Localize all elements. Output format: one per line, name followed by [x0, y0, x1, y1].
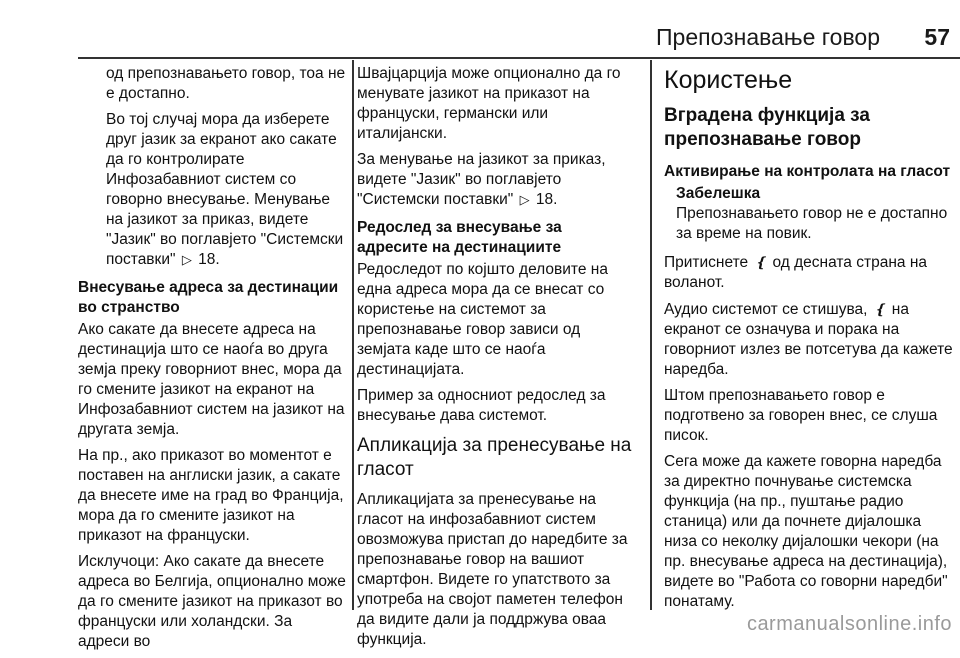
column-2 [357, 64, 633, 656]
note-text: Препознавањето говор не е достапно за време на повик. [676, 205, 948, 242]
paragraph: Апликацијата за пренесување на гласот на инфозабавниот систем овозможува пристап до наредбите за препознавање говор на вашиот смартфон. Видете го упатството за употреба на својот паметен телефон да видите дали ја поддржува оваа функција. [357, 491, 628, 648]
paragraph: На пр., ако приказот во моментот е поставен на англиски јазик, а сакате да внесете име на град во Франција, мора да го смените јазикот на приказот на француски. [78, 447, 344, 544]
column-divider-2 [650, 60, 652, 610]
section-heading: Редослед за внесување за адресите на дестинациите [357, 219, 562, 256]
paragraph-text: Притиснете [664, 254, 749, 271]
paragraph-text: на екранот се означува и порака на говорниот излез ве потсетува да кажете наредба. [664, 301, 953, 378]
paragraph-text: од десната страна на воланот. [664, 254, 927, 291]
page-number: 57 [924, 24, 950, 50]
column-3 [664, 58, 954, 618]
paragraph [664, 299, 954, 380]
subsection-heading: Активирање на контролата на гласот [664, 163, 951, 180]
paragraph: Ако сакате да внесете адреса на дестинација што се наоѓа во друга земја преку говорниот внес, мора да го смените јазикот на екранот на Инфозабавниот систем на јазикот на другата земја. [78, 321, 345, 438]
indented-block [78, 64, 346, 270]
chapter-heading: Користење [664, 66, 793, 94]
voice-control-icon: ❴ [873, 301, 886, 317]
page-ref-arrow-icon: ▷ [181, 252, 192, 267]
section-heading: Вградена функција за препознавање говор [664, 105, 870, 150]
watermark: carmanualsonline.info [746, 613, 952, 635]
column-1 [78, 64, 346, 658]
chapter-title: Препознавање говор [656, 24, 880, 50]
page-ref-number: 18. [535, 191, 558, 208]
section-heading: Апликација за пренесување на гласот [357, 435, 632, 480]
page-ref-arrow-icon: ▷ [519, 192, 530, 207]
paragraph-text: Аудио системот се стишува, [664, 301, 868, 318]
voice-control-icon: ❴ [754, 254, 767, 270]
paragraph [106, 110, 346, 270]
page-header [0, 0, 960, 60]
paragraph [664, 252, 954, 293]
paragraph: Исклучоци: Ако сакате да внесете адреса во Белгија, опционално може да го смените јазикот на приказот во француски или холандски. За адреси во [78, 553, 346, 650]
paragraph: Редоследот по којшто деловите на една адреса мора да се внесат со користење на системот за препознавање говор зависи од земјата каде што се наоѓа дестинацијата. [357, 261, 608, 378]
paragraph [357, 150, 633, 210]
page-ref-number: 18. [198, 251, 220, 268]
note-box [664, 184, 954, 244]
paragraph: Пример за односниот редослед за внесување дава системот. [357, 387, 606, 424]
paragraph: Сега може да кажете говорна наредба за директно почнување системска функција (на пр., пуштање радио станица) или да почнете дијалошка низа со неколку дијалошки чекори (на пр. внесување адреса на дестинација), видете во "Работа со говорни наредби" понатаму. [664, 453, 948, 610]
paragraph: Швајцарција може опционално да го менувате јазикот на приказот на француски, германски или италијански. [357, 65, 621, 142]
section-heading: Внесување адреса за дестинации во странство [78, 279, 339, 316]
paragraph-text: За менување на јазикот за приказ, видете "Јазик" во поглавјето "Системски поставки" [357, 151, 606, 208]
paragraph: Штом препознавањето говор е подготвено за говорен внес, се слуша писок. [664, 387, 938, 444]
paragraph-text: Во тој случај мора да изберете друг јазик за екранот ако сакате да го контролирате Инфозабавниот систем со говорно внесување. Менување на јазикот за приказ, видете "Јазик" во поглавјето "Системски поставки" [106, 111, 344, 268]
column-divider-1 [352, 60, 354, 610]
paragraph: од препознавањето говор, тоа не е достапно. [106, 65, 346, 102]
note-title: Забелешка [676, 185, 761, 202]
